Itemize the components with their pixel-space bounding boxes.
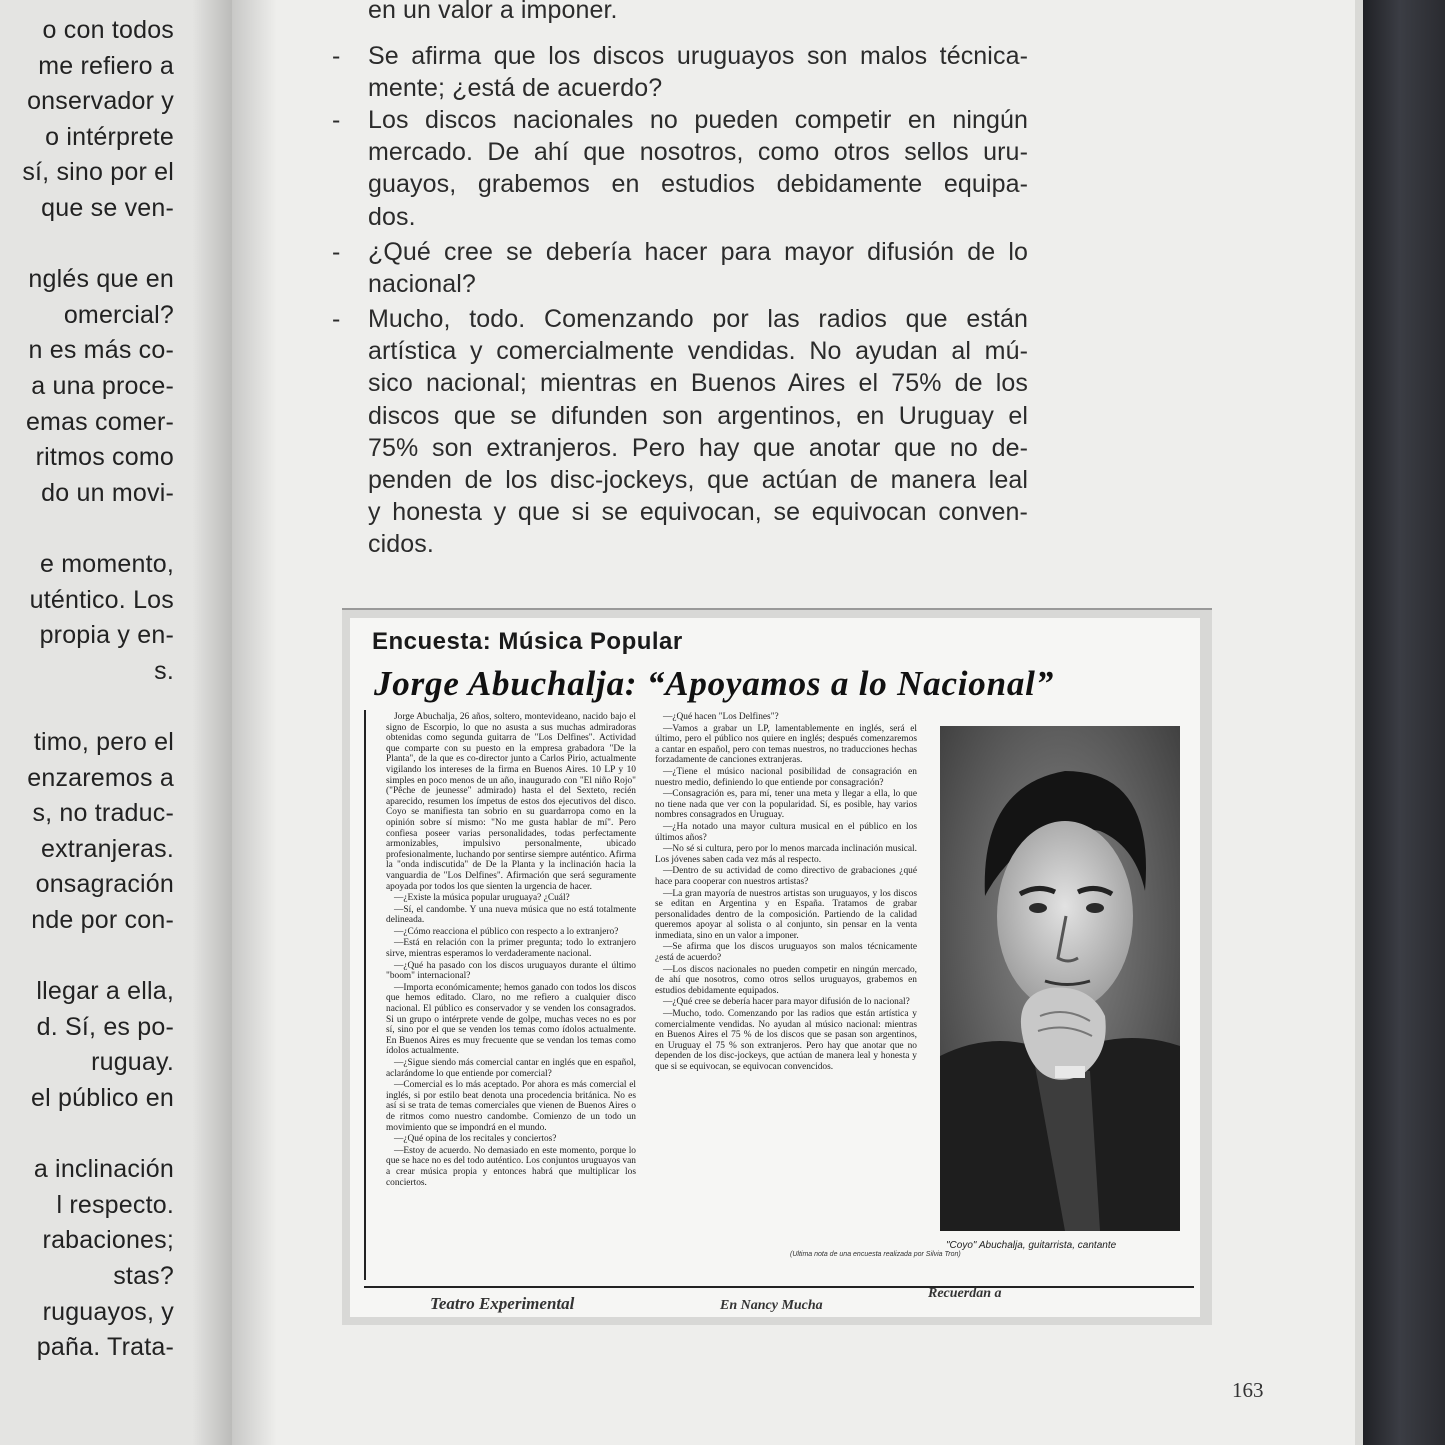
clipping-paragraph: —¿Cómo reacciona el público con respecto a lo extranjero? [394,926,619,937]
clipping-bottom-rule [364,1286,1194,1288]
clipping-paragraph: —Dentro de su actividad de como directivo de grabaciones ¿qué hace para cooperar con nuestros artistas? [655,866,917,887]
page-edge [1355,0,1363,1445]
left-page-line: rabaciones; [42,1226,174,1255]
left-page-line: s, no traduc- [32,799,174,828]
left-page-line: n es más co- [28,336,174,365]
left-page-line: me refiero a [38,51,174,80]
portrait-image [940,726,1180,1231]
clipping-paragraph: —¿Qué cree se debería hacer para mayor difusión de lo nacional? [663,997,910,1008]
left-page-line: onservador y [27,87,174,116]
clipping-paragraph: Jorge Abuchalja, 26 años, soltero, montevideano, nacido bajo el signo de Escorpio, lo que no asusta a sus muchas admiradoras obtenidas como segunda guitarra de "Los Delfines". Actividad que comparte con su puesto en la empresa grabadora "De la Planta", de la que es co-director junto a Carlos Pirio, actualmente vigilando los intereses de la firma en Buenos Aires. 10 LP y 10 simples en poco menos de un año, inaugurado con "El niño Rojo" ("Pêche de jeunesse" admirado) hasta el del Sexteto, recién aparecido, resumen los ímpetus de estos dos ejecutivos del disco. Coyo se manifiesta tan sobrio en su guardarropa como en la opinión sobre sí mismo: "No me gusta hablar de mí". Pero confiesa poseer varias personalidades, todas perfectamente armonizables, impulsivo personalmente, ubicado profesionalmente, luchando por sentirse siempre auténtico. Afirma la "onda indiscutida" de De la Planta y la inclinación hacia la vanguardia de "Los Delfines". Afirmación que será seguramente apoyada por todos los que sienten la urgencia de hacer. [386,712,636,892]
clipping-paragraph: —Sí, el candombe. Y una nueva música que no está totalmente delineada. [386,904,636,926]
clipping-paragraph: —Vamos a grabar un LP, lamentablemente en inglés, será el último, pero el público nos quiere en inglés; después comenzaremos a cantar en español, pero con temas nuestros, no traducciones hechas forzadamente de canciones extranjeras. [655,723,917,766]
left-page-line: ruguayos, y [42,1297,174,1326]
right-gutter-shadow [232,0,277,1445]
left-page-line: llegar a ella, [36,977,174,1006]
left-page-line: d. Sí, es po- [36,1012,174,1041]
paragraph-line: guayos, grabemos en estudios debidamente equipa- [368,170,1028,199]
clipping-column-2 [655,712,917,1257]
left-page-line: ritmos como [35,443,174,472]
paragraph-line: 75% son extranjeros. Pero hay que anotar que no de- [368,433,1028,462]
clipping-paragraph: —¿Tiene el músico nacional posibilidad de consagración en nuestro medio, definiendo lo que entiende por consagración? [655,766,917,788]
clipping-paragraph: —No sé si cultura, pero por lo menos marcada inclinación musical. Los jóvenes saben cada vez más al respecto. [655,844,917,865]
paragraph-line: mente; ¿está de acuerdo? [368,74,663,103]
clipping-section-title: Encuesta: Música Popular [372,628,683,655]
footer-item-3: Recuerdan a [928,1286,1002,1301]
clipping-paragraph: —¿Ha notado una mayor cultura musical en el público en los últimos años? [655,821,917,843]
left-page-line: que se ven- [41,194,174,222]
paragraph-line: Mucho, todo. Comenzando por las radios que están [368,305,1028,333]
clipping-paragraph: —Está en relación con la primer pregunta; todo lo extranjero sirve, mientras esperamos lo verdaderamente nacional. [386,938,636,960]
paragraph-line: artística y comercialmente vendidas. No ayudan al mú- [368,337,1028,366]
left-page-line: stas? [113,1262,174,1290]
paragraph-line: cidos. [368,530,434,559]
clipping-paragraph: —Importa económicamente; hemos ganado con todos los discos que hemos editado. Claro, no me refiero a cualquier disco nacional. El público es conservador y se venden los consagrados. Si un grupo o intérprete vende de golpe, muchas veces no es por sí, sino por el que se venden los temas como ídolos actualmente. En Buenos Aires es muy frecuente que se vendan los temas como ídolos actualmente. [386,982,636,1057]
clipping-paragraph: —¿Sigue siendo más comercial cantar en inglés que en español, aclarándome lo que entiende por comercial? [386,1058,636,1079]
left-page-line: paña. Trata- [36,1333,174,1362]
clipping-headline: Jorge Abuchalja: “Apoyamos a lo Nacional” [374,664,1054,703]
paragraph-line: sico nacional; mientras en Buenos Aires el 75% de los [368,369,1028,398]
left-page-line: e momento, [39,550,174,578]
clipping-column-1 [386,712,636,1287]
left-page-line: sí, sino por el [22,158,174,187]
left-page-line: propia y en- [39,621,174,650]
top-fragment: en un valor a imponer. [368,0,618,24]
left-page-line: omercial? [63,300,174,329]
clipping-paragraph: —Comercial es lo más aceptado. Por ahora es más comercial el inglés, si por estilo beat denota una procedencia británica. No es así si se trata de temas comerciales que vienen de Buenos Aires o de ritmos como nuestro candombe. Comienzo de un todo un movimiento que se impondrá en el mundo. [386,1080,636,1133]
list-dash: - [332,42,341,70]
left-page [0,0,232,1445]
left-page-line: nglés que en [28,265,174,294]
paragraph-line: discos que se difunden son argentinos, en Uruguay el [368,401,1028,430]
clipping-paragraph: —Mucho, todo. Comenzando por las radios que están artística y comercialmente vendidas. No ayudan al músico nacional: mientras en Buenos Aires el 75 % de los discos que se pasan son argentinos, en Uruguay el 75 % son extranjeros. Pero hay que anotar que no dependen de los disc-jockeys, que actúan de manera leal y honesta y que si se equivocan, se equivocan convencidos. [655,1009,917,1072]
page-number: 163 [1232,1378,1264,1402]
clipping-credit: (Ultima nota de una encuesta realizada por Silvia Tron) [790,1251,961,1258]
left-page-line: timo, pero el [33,728,174,756]
clipping-margin-rule [364,710,366,1280]
left-page-line: nde por con- [31,906,174,934]
paragraph-line: nacional? [368,270,476,299]
paragraph-line: penden de los disc-jockeys, que actúan de manera leal [368,466,1028,494]
paragraph-line: Los discos nacionales no pueden competir en ningún [368,106,1028,134]
photo-caption: "Coyo" Abuchalja, guitarrista, cantante [946,1240,1117,1251]
left-page-line: ruguay. [91,1048,174,1077]
list-dash: - [332,106,341,134]
clipping-paragraph: —¿Qué hacen "Los Delfines"? [663,712,779,722]
paragraph-line: dos. [368,202,416,231]
left-gutter-shadow [192,0,232,1445]
clipping-paragraph: —¿Qué ha pasado con los discos uruguayos durante el último "boom" internacional? [386,960,636,982]
left-page-line: uténtico. Los [29,585,174,614]
left-page-line: a inclinación [33,1155,174,1184]
left-page-line: emas comer- [25,407,174,436]
clipping-paragraph: —Los discos nacionales no pueden competir en ningún mercado, de ahí que nosotros, como otros sellos uruguayos, grabemos en estudios debidamente equipados. [655,964,917,996]
left-page-line: enzaremos a [27,763,174,792]
left-page-line: el público en [31,1084,174,1112]
paragraph-line: y honesta y que si se equivocan, se equivocan conven- [368,498,1028,527]
clipping-paragraph: —La gran mayoría de nuestros artistas son uruguayos, y los discos se editan en Argentina y en España. Tratamos de grabar personalidades dentro de la composición. Partiendo de la calidad queremos apoyar al solista o al conjunto, sin pensar en la venta inmediata, sino en un valor a imponer. [655,888,917,941]
left-page-line: l respecto. [56,1190,174,1219]
newspaper-clipping [342,608,1212,1325]
left-page-line: extranjeras. [40,834,174,863]
left-page-line: s. [154,656,174,685]
footer-item-1: Teatro Experimental [430,1294,575,1313]
left-page-line: do un movi- [41,478,174,507]
list-dash: - [332,238,341,266]
clipping-paper [350,618,1200,1317]
portrait-photo [940,726,1180,1231]
paragraph-line: Se afirma que los discos uruguayos son malos técnica- [368,42,1028,70]
clipping-paragraph: —¿Qué opina de los recitales y conciertos? [394,1134,557,1145]
left-page-line: a una proce- [31,372,174,400]
paragraph-line: mercado. De ahí que nosotros, como otros sellos uru- [368,138,1028,167]
paragraph-line: ¿Qué cree se debería hacer para mayor difusión de lo [368,238,1028,266]
left-page-line: o con todos [42,16,174,44]
clipping-paragraph: —Estoy de acuerdo. No demasiado en este momento, porque lo que se hace no es del todo auténtico. Los conjuntos uruguayos van a crear música propia y entonces habrá que multiplicar los conciertos. [386,1145,636,1188]
left-page-line: onsagración [35,870,174,899]
book-cover-edge [1355,0,1445,1445]
clipping-paragraph: —Se afirma que los discos uruguayos son malos técnicamente ¿está de acuerdo? [655,942,917,964]
list-dash: - [332,305,341,333]
right-page [232,0,1362,1445]
footer-item-2: En Nancy Mucha [720,1298,823,1313]
clipping-paragraph: —¿Existe la música popular uruguaya? ¿Cuál? [394,893,570,904]
clipping-paragraph: —Consagración es, para mí, tener una meta y llegar a ella, lo que no tiene nada que ver con la popularidad. Sí, es posible, hay varios nombres consagrados en Uruguay. [655,789,917,821]
left-page-line: o intérprete [45,122,174,151]
